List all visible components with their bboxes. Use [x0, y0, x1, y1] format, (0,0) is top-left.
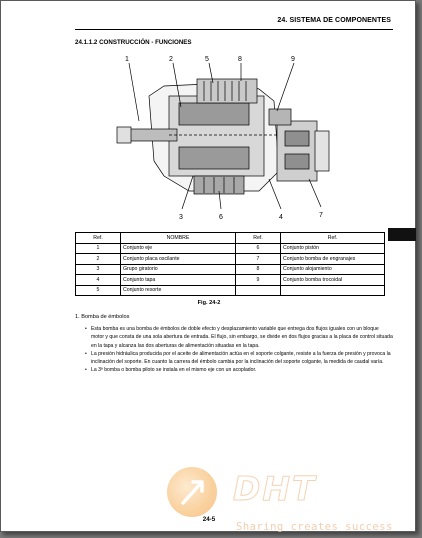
callout-label: 7: [319, 212, 323, 219]
table-cell: Conjunto pistón: [281, 243, 385, 254]
subsection-heading: 1. Bomba de émbolos: [75, 314, 130, 320]
page-number: 24-5: [202, 516, 216, 523]
list-item: • La presión hidráulica producida por el aceite de alimentación actúa en el soporte colgante, resiste a la fuerza de presión y provoca la inclinación del soporte. En cuanto la carrera del émbolo cambia por la inclinación del soporte colgante, la medida de caudal varía.: [85, 350, 393, 367]
table-row: [76, 264, 385, 275]
callout-label: 2: [169, 56, 173, 63]
callout-label: 3: [179, 214, 183, 221]
table-cell: 4: [76, 275, 121, 286]
table-cell: 9: [236, 275, 281, 286]
column-header: Ref.: [76, 233, 121, 244]
table-row: [76, 243, 385, 254]
table-cell: Conjunto bomba trocoidal: [281, 275, 385, 286]
callout-label: 6: [219, 214, 223, 221]
callout-label: 8: [238, 56, 242, 63]
column-header: NOMBRE: [121, 233, 236, 244]
header-rule: [75, 29, 393, 30]
list-item: • La 3ª bomba o bomba piloto se instala en el mismo eje con un acoplador.: [85, 366, 393, 374]
table-cell: Conjunto placa oscilante: [121, 254, 236, 265]
parts-table-wrapper: [75, 232, 385, 296]
table-row: [76, 254, 385, 265]
bullet-list: [85, 325, 393, 375]
table-cell: Conjunto tapa: [121, 275, 236, 286]
chapter-header: 24. SISTEMA DE COMPONENTES: [277, 17, 391, 24]
list-item: • Esta bomba es una bomba de émbolos de doble efecto y desplazamiento variable que entrega dos flujos iguales con un bloque motor y que consta de una sola abertura de entrada. El flujo, sin embargo, se divide en dos flujos gracias a la placa de control situada en la tapa y alcanza las dos aberturas de alimentación situadas en la tapa.: [85, 325, 393, 350]
pump-cutaway-figure: [109, 51, 339, 226]
figure-caption: Fig. 24-2: [197, 300, 221, 306]
section-title: 24.1.1.2 CONSTRUCCIÓN - FUNCIONES: [75, 39, 192, 46]
table-cell: 3: [76, 264, 121, 275]
table-cell: 1: [76, 243, 121, 254]
table-header-row: [76, 233, 385, 244]
table-cell: Conjunto bomba de engranajes: [281, 254, 385, 265]
callout-label: 5: [205, 56, 209, 63]
watermark-logo-icon: [167, 467, 217, 517]
table-cell: Conjunto resorte: [121, 285, 236, 296]
table-cell: [236, 285, 281, 296]
table-cell: [281, 285, 385, 296]
chapter-edge-tab: [388, 228, 416, 241]
table-cell: 6: [236, 243, 281, 254]
column-header: Ref.: [236, 233, 281, 244]
table-cell: 7: [236, 254, 281, 265]
callout-label: 4: [279, 214, 283, 221]
table-row: [76, 285, 385, 296]
table-cell: Conjunto eje: [121, 243, 236, 254]
column-header: Ref.: [281, 233, 385, 244]
callout-label: 9: [291, 56, 295, 63]
table-cell: Conjunto alojamiento: [281, 264, 385, 275]
table-row: [76, 275, 385, 286]
watermark-tagline: Sharing creates success: [236, 521, 393, 533]
table-cell: 2: [76, 254, 121, 265]
parts-table: [75, 232, 385, 296]
table-cell: 5: [76, 285, 121, 296]
table-cell: Grupo giratorio: [121, 264, 236, 275]
table-cell: 8: [236, 264, 281, 275]
watermark-brand: DHT: [233, 469, 317, 508]
callout-label: 1: [125, 56, 129, 63]
